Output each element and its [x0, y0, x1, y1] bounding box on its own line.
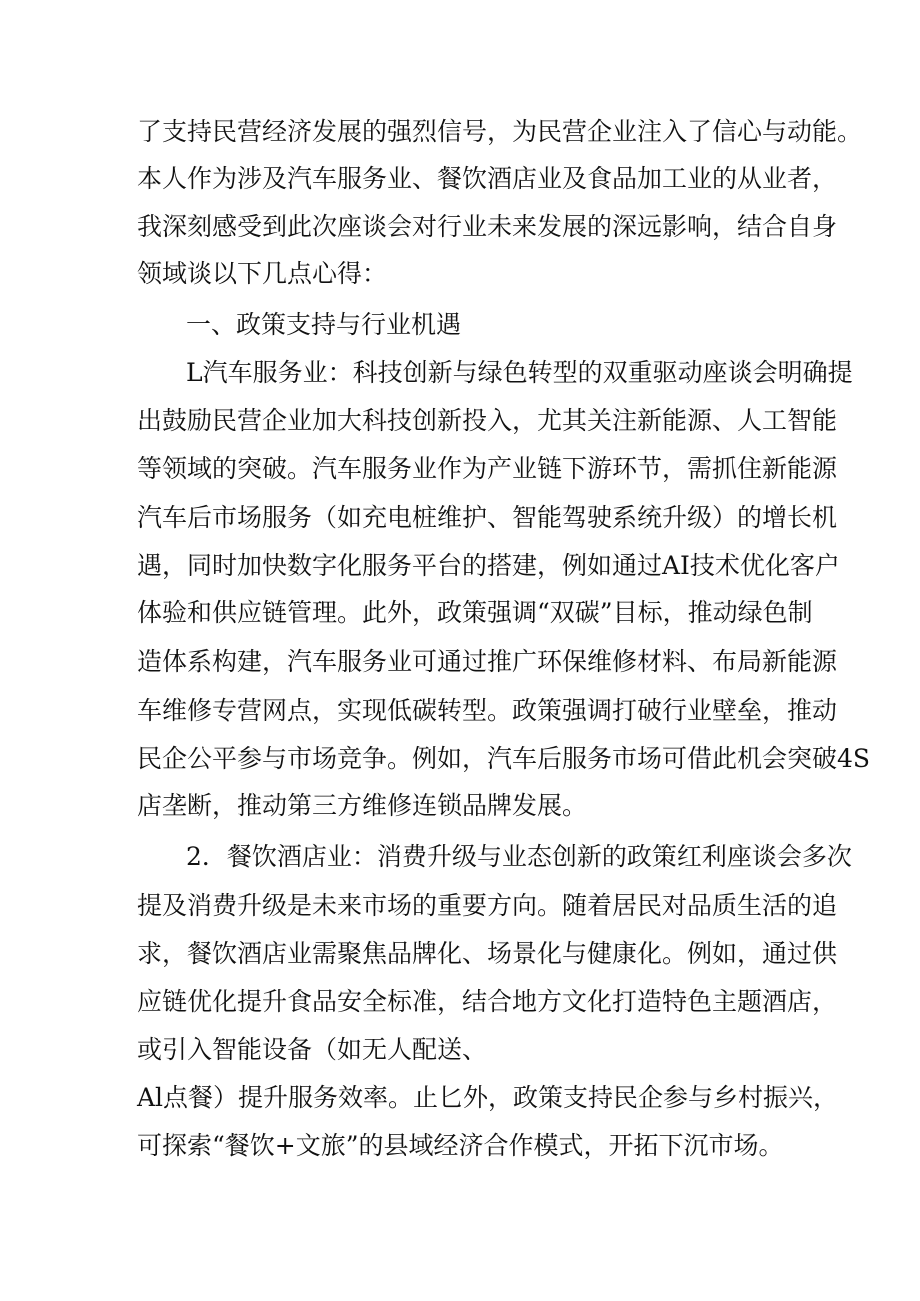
paragraph-line-21: Al点餐）提升服务效率。止匕外，政策支持民企参与乡村振兴， [137, 1083, 839, 1112]
section-heading: 一、政策支持与行业机遇 [186, 310, 462, 339]
paragraph-line-11: 体验和供应链管理。此外，政策强调“双碳”目标，推动绿色制 [137, 598, 813, 627]
paragraph-line-3: 我深刻感受到此次座谈会对行业未来发展的深远影响，结合自身 [137, 212, 838, 241]
paragraph-line-18: 求，餐饮酒店业需聚焦品牌化、场景化与健康化。例如，通过供 [137, 939, 838, 968]
paragraph-line-7: 出鼓励民营企业加大科技创新投入，尤其关注新能源、人工智能 [137, 406, 838, 435]
paragraph-line-2: 本人作为涉及汽车服务业、餐饮酒店业及食品加工业的从业者， [137, 164, 838, 193]
paragraph-line-17: 提及消费升级是未来市场的重要方向。随着居民对品质生活的追 [137, 891, 838, 920]
paragraph-line-22: 可探索“餐饮+文旅”的县域经济合作模式，开拓下沉市场。 [137, 1131, 784, 1160]
paragraph-line-13: 车维修专营网点，实现低碳转型。政策强调打破行业壁垒，推动 [137, 696, 838, 725]
paragraph-line-19: 应链优化提升食品安全标准，结合地方文化打造特色主题酒店， [137, 987, 838, 1016]
paragraph-line-6: L汽车服务业：科技创新与绿色转型的双重驱动座谈会明确提 [186, 358, 853, 387]
paragraph-line-4: 领域谈以下几点心得： [137, 259, 388, 288]
paragraph-line-10: 遇，同时加快数字化服务平台的搭建，例如通过AI技术优化客户 [137, 551, 840, 580]
paragraph-line-1: 了支持民营经济发展的强烈信号，为民营企业注入了信心与动能。 [137, 117, 863, 146]
paragraph-line-14: 民企公平参与市场竞争。例如，汽车后服务市场可借此机会突破4S [137, 744, 871, 773]
paragraph-line-8: 等领域的突破。汽车服务业作为产业链下游环节，需抓住新能源 [137, 454, 838, 483]
paragraph-line-12: 造体系构建，汽车服务业可通过推广环保维修材料、布局新能源 [137, 647, 838, 676]
paragraph-line-15: 店垄断，推动第三方维修连锁品牌发展。 [137, 791, 588, 820]
paragraph-line-16: 2．餐饮酒店业：消费升级与业态创新的政策红利座谈会多次 [186, 842, 852, 871]
paragraph-line-20: 或引入智能设备（如无人配送、 [137, 1035, 488, 1064]
paragraph-line-9: 汽车后市场服务（如充电桩维护、智能驾驶系统升级）的增长机 [137, 503, 838, 532]
